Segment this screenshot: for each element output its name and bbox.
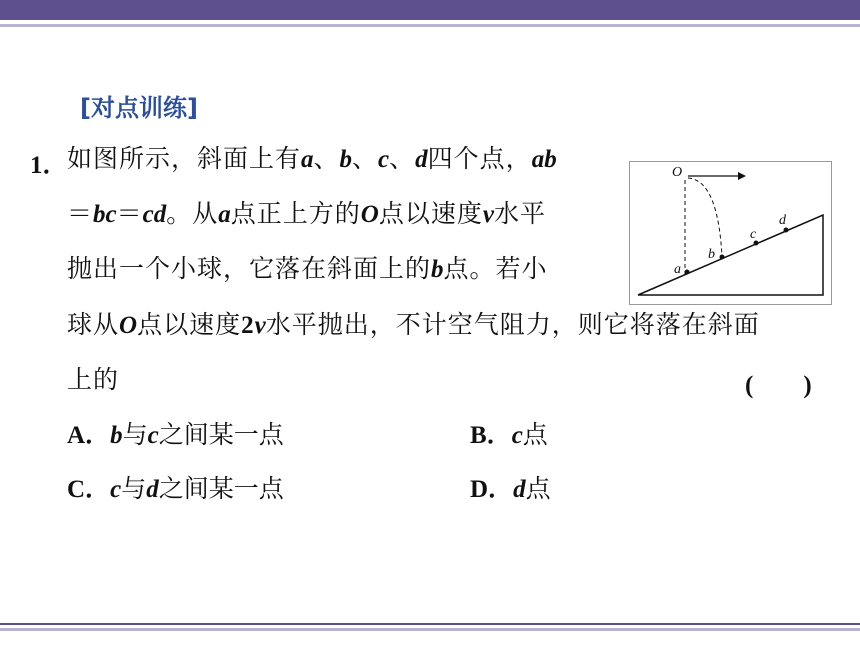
point-b [720, 255, 725, 260]
answer-bracket: ( ) [745, 372, 812, 399]
incline-figure [629, 161, 832, 305]
question-line-5: 上的 [67, 365, 120, 394]
label-o: O [672, 165, 683, 180]
label-c: c [750, 227, 757, 242]
option-b[interactable]: B．c点 [470, 420, 548, 449]
incline-surface [638, 215, 823, 295]
question-line-3: 抛出一个小球，它落在斜面上的b点。若小 [67, 254, 548, 283]
label-b: b [708, 247, 715, 262]
point-d [784, 228, 789, 233]
bottom-divider-light [0, 628, 860, 631]
point-a [685, 270, 690, 275]
option-d[interactable]: D．d点 [470, 474, 551, 503]
bottom-divider [0, 623, 860, 625]
top-banner [0, 0, 860, 20]
option-a[interactable]: A．b与c之间某一点 [67, 420, 284, 449]
question-line-4: 球从O点以速度2v水平抛出，不计空气阻力，则它将落在斜面 [67, 310, 760, 339]
section-title: [对点训练] [80, 94, 198, 122]
top-divider [0, 24, 860, 27]
question-number: 1． [30, 152, 68, 179]
question-line-2: ＝bc＝cd。从a点正上方的O点以速度v水平 [67, 199, 546, 228]
option-c[interactable]: C．c与d之间某一点 [67, 474, 284, 503]
label-a: a [674, 262, 681, 277]
incline-diagram [630, 162, 831, 304]
trajectory-path [688, 178, 722, 257]
label-d: d [779, 213, 786, 228]
arrowhead-icon [738, 172, 746, 180]
question-line-1: 如图所示，斜面上有a、b、c、d四个点，ab [67, 144, 557, 173]
